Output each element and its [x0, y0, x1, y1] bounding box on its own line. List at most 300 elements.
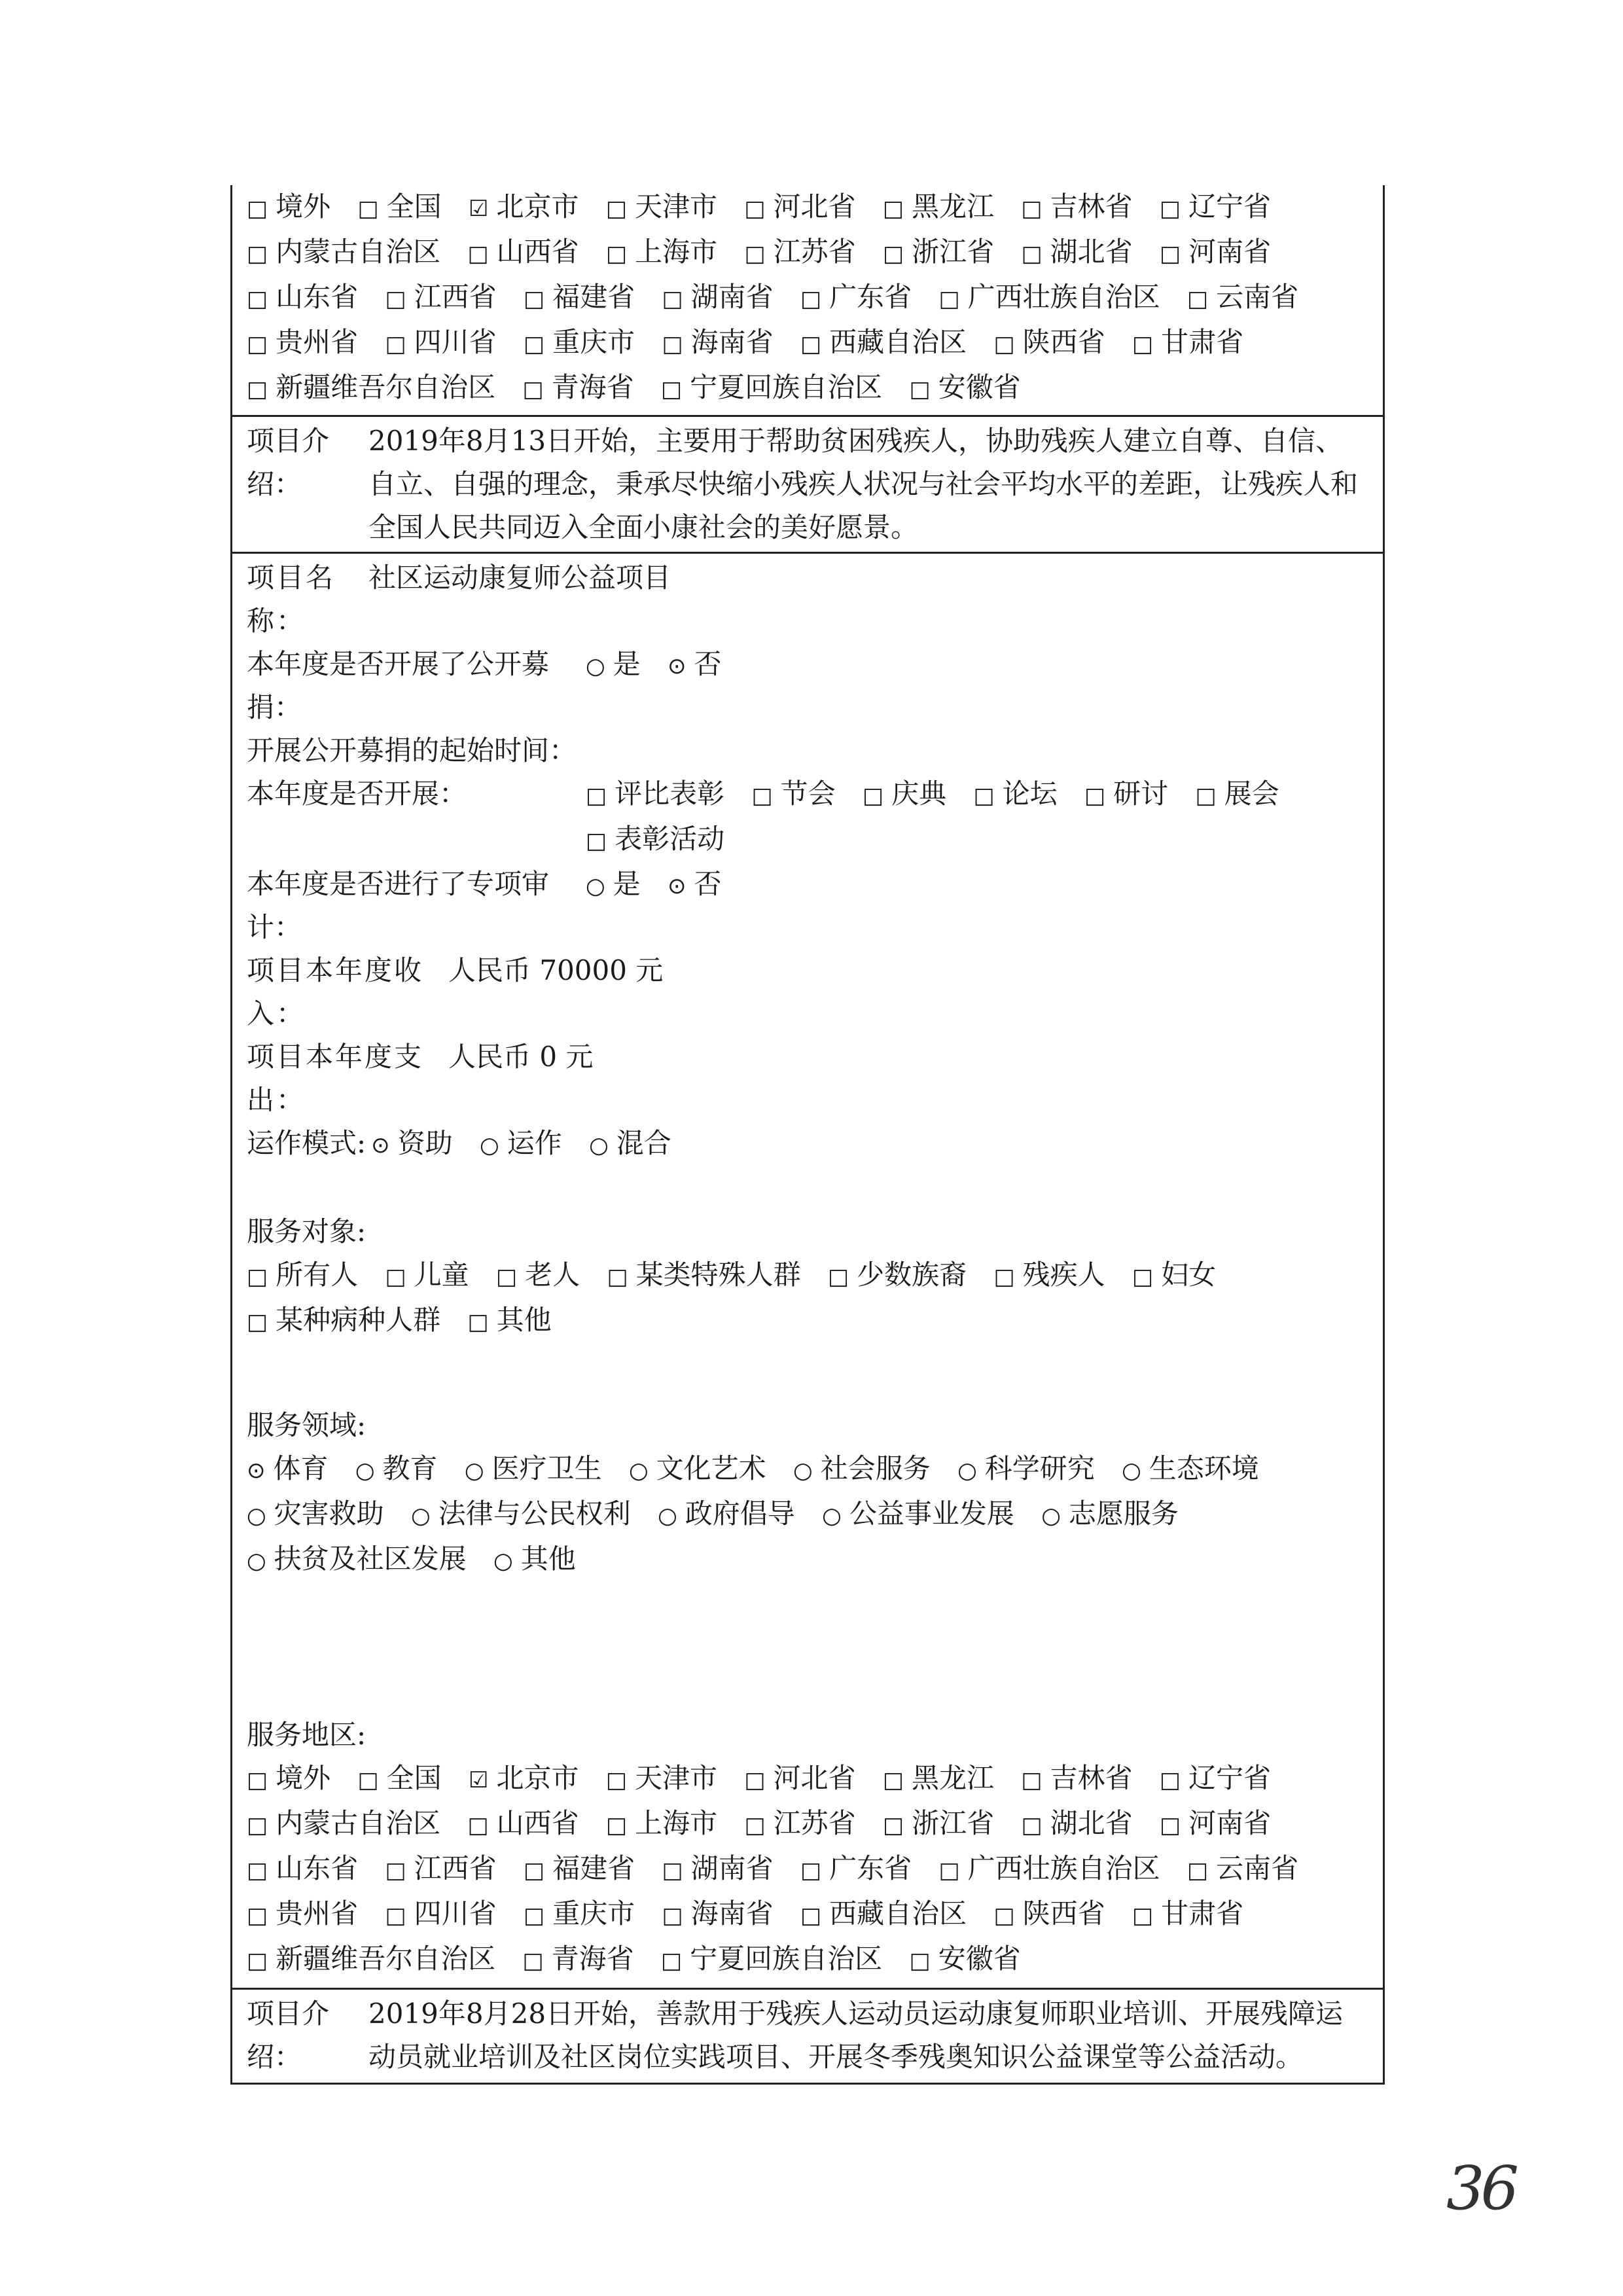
checkbox-empty-icon: □ — [909, 376, 931, 403]
checkbox-option[interactable] — [247, 371, 495, 403]
radio-option[interactable] — [493, 1543, 576, 1575]
checkbox-option[interactable] — [524, 1897, 635, 1929]
option-label: 境外 — [276, 1762, 331, 1794]
option-label: 四川省 — [414, 326, 497, 358]
checkbox-option[interactable] — [247, 1852, 358, 1884]
option-label: 科学研究 — [984, 1452, 1095, 1484]
income-value: 人民币 70000 元 — [448, 954, 664, 986]
radio-empty-icon: ○ — [957, 1458, 977, 1484]
radio-option[interactable] — [355, 1452, 438, 1484]
radio-option[interactable] — [793, 1452, 931, 1484]
checkbox-option[interactable] — [1132, 1259, 1216, 1291]
checkbox-option[interactable] — [661, 371, 882, 403]
option-label: 云南省 — [1216, 1852, 1299, 1884]
option-label: 评比表彰 — [615, 778, 725, 810]
option-label: 某种病种人群 — [276, 1304, 441, 1336]
checkbox-option[interactable] — [939, 281, 1160, 313]
option-label: 是 — [613, 648, 641, 680]
checkbox-empty-icon: □ — [1195, 783, 1217, 809]
option-label: 宁夏回族自治区 — [690, 1943, 883, 1975]
option-label: 陕西省 — [1022, 1897, 1105, 1929]
checkbox-option[interactable] — [939, 1852, 1160, 1884]
checkbox-option[interactable] — [1160, 1762, 1271, 1794]
option-label: 吉林省 — [1050, 1762, 1133, 1794]
checkbox-option[interactable] — [586, 778, 724, 810]
checkbox-empty-icon: □ — [586, 783, 607, 809]
checkbox-empty-icon: □ — [1159, 1767, 1181, 1793]
option-label: 青海省 — [551, 371, 634, 403]
option-label: 广东省 — [829, 281, 912, 313]
checkbox-empty-icon: □ — [1021, 241, 1043, 267]
checkbox-option[interactable] — [247, 1304, 440, 1336]
checkbox-empty-icon: □ — [1159, 196, 1181, 222]
checkbox-option[interactable] — [994, 326, 1105, 358]
checkbox-option[interactable] — [1196, 778, 1279, 810]
checkbox-empty-icon: □ — [385, 1857, 406, 1884]
checkbox-option[interactable] — [883, 1762, 994, 1794]
checkbox-empty-icon: □ — [357, 196, 379, 222]
radio-option[interactable] — [480, 1127, 562, 1159]
checkbox-option[interactable] — [523, 371, 634, 403]
radio-empty-icon: ○ — [1122, 1458, 1141, 1484]
checkbox-option[interactable] — [606, 190, 717, 223]
radio-empty-icon: ○ — [589, 1132, 609, 1158]
expense-value: 人民币 0 元 — [448, 1041, 594, 1073]
radio-selected-icon: ⊙ — [247, 1458, 266, 1484]
checkbox-empty-icon: □ — [607, 1264, 628, 1290]
checkbox-empty-icon: □ — [938, 1857, 960, 1884]
checkbox-empty-icon: □ — [1132, 1264, 1154, 1290]
project1-intro-text: 2019年8月13日开始，主要用于帮助贫困残疾人，协助残疾人建立自尊、自信、自立、自强的理念，秉承尽快缩小残疾人状况与社会平均水平的差距，让残疾人和全国人民共同迈入全面小康社会的美好愿景。 — [368, 425, 1359, 543]
public-fundraising-options — [586, 643, 1383, 729]
checkbox-empty-icon: □ — [247, 1948, 268, 1974]
checkbox-empty-icon: □ — [247, 1309, 268, 1335]
option-label: 海南省 — [690, 1897, 774, 1929]
checkbox-empty-icon: □ — [586, 828, 607, 854]
service-regions-options — [232, 1757, 1383, 1982]
radio-option[interactable] — [586, 648, 641, 680]
service-fields-label: 服务领域: — [247, 1409, 366, 1441]
special-audit-options — [586, 863, 1383, 949]
radio-option[interactable] — [586, 868, 641, 900]
checkbox-option[interactable] — [745, 1807, 856, 1839]
checkbox-option[interactable] — [385, 326, 497, 358]
option-label: 全国 — [386, 190, 442, 223]
option-label: 妇女 — [1161, 1259, 1217, 1291]
project1-intro-label: 项目介绍： — [247, 425, 330, 500]
checkbox-option[interactable] — [800, 281, 912, 313]
radio-option[interactable] — [247, 1498, 384, 1530]
checkbox-option[interactable] — [1132, 326, 1243, 358]
option-label: 扶贫及社区发展 — [274, 1543, 467, 1575]
option-label: 湖北省 — [1050, 1807, 1133, 1839]
option-label: 否 — [694, 868, 722, 900]
option-label: 青海省 — [551, 1943, 634, 1975]
option-label: 陕西省 — [1022, 326, 1105, 358]
option-label: 所有人 — [276, 1259, 359, 1291]
option-label: 儿童 — [414, 1259, 469, 1291]
option-label: 黑龙江 — [911, 190, 994, 223]
checkbox-empty-icon: □ — [662, 286, 683, 312]
service-regions-label: 服务地区: — [247, 1719, 366, 1751]
service-targets-options — [232, 1253, 1383, 1344]
activities-label: 本年度是否开展： — [247, 778, 467, 810]
project2-intro-label: 项目介绍： — [247, 1998, 330, 2073]
checkbox-option[interactable] — [744, 1762, 855, 1794]
option-label: 节会 — [780, 778, 836, 810]
radio-option[interactable] — [668, 648, 722, 680]
checkbox-empty-icon: □ — [385, 1903, 406, 1929]
checkbox-empty-icon: □ — [993, 1903, 1015, 1929]
checkbox-option[interactable] — [1132, 1897, 1243, 1929]
checkbox-option[interactable] — [994, 1897, 1105, 1929]
checkbox-option[interactable] — [744, 190, 855, 223]
checkbox-empty-icon: □ — [247, 286, 268, 312]
checkbox-empty-icon: □ — [662, 331, 683, 357]
checkbox-empty-icon: □ — [247, 196, 268, 222]
checkbox-empty-icon: □ — [1187, 1857, 1209, 1884]
option-label: 法律与公民权利 — [438, 1498, 631, 1530]
project2-section — [232, 554, 1383, 1990]
option-label: 湖北省 — [1050, 236, 1133, 268]
checkbox-option[interactable] — [358, 190, 442, 223]
checkbox-empty-icon: □ — [993, 331, 1015, 357]
option-label: 北京市 — [496, 190, 579, 223]
option-label: 混合 — [616, 1127, 671, 1159]
checkbox-option[interactable] — [662, 281, 774, 313]
checkbox-empty-icon: □ — [744, 1812, 766, 1839]
checkbox-option[interactable] — [606, 1807, 717, 1839]
option-label: 四川省 — [414, 1897, 497, 1929]
radio-option[interactable] — [1041, 1498, 1179, 1530]
option-label: 湖南省 — [690, 281, 774, 313]
checkbox-empty-icon: □ — [661, 1948, 683, 1974]
option-label: 西藏自治区 — [829, 326, 967, 358]
checkbox-option[interactable] — [385, 1852, 497, 1884]
option-label: 某类特殊人群 — [635, 1259, 801, 1291]
checkbox-empty-icon: □ — [1021, 1767, 1043, 1793]
checkbox-option[interactable] — [800, 1852, 912, 1884]
checkbox-empty-icon: □ — [883, 241, 904, 267]
option-label: 辽宁省 — [1188, 190, 1271, 223]
checkbox-option[interactable] — [524, 326, 635, 358]
checkbox-empty-icon: □ — [605, 1767, 627, 1793]
checkbox-option[interactable] — [524, 1852, 635, 1884]
checkbox-option[interactable] — [1021, 190, 1132, 223]
project1-intro-section — [232, 417, 1383, 554]
checkbox-empty-icon: □ — [744, 241, 766, 267]
checkbox-empty-icon: □ — [973, 783, 995, 809]
fundraising-start-label: 开展公开募捐的起始时间： — [247, 734, 577, 766]
top-regions-section — [232, 185, 1383, 417]
checkbox-option[interactable] — [496, 1259, 580, 1291]
checkbox-option[interactable] — [358, 1762, 442, 1794]
checkbox-empty-icon: □ — [522, 376, 544, 403]
checkbox-option[interactable] — [828, 1259, 967, 1291]
checkbox-option[interactable] — [752, 778, 836, 810]
radio-empty-icon: ○ — [247, 1503, 266, 1529]
project2-intro-section — [232, 1990, 1383, 2083]
checkbox-option[interactable] — [247, 190, 330, 223]
option-label: 全国 — [386, 1762, 442, 1794]
checkbox-option[interactable] — [883, 236, 994, 268]
checkbox-option[interactable] — [883, 190, 994, 223]
radio-empty-icon: ○ — [464, 1458, 484, 1484]
option-label: 上海市 — [635, 236, 718, 268]
checkbox-option[interactable] — [910, 1943, 1021, 1975]
radio-option[interactable] — [371, 1127, 453, 1159]
option-label: 境外 — [276, 190, 331, 223]
radio-empty-icon: ○ — [493, 1548, 513, 1574]
checkbox-option[interactable] — [523, 1943, 634, 1975]
checkbox-option[interactable] — [247, 1943, 495, 1975]
checkbox-option[interactable] — [1187, 281, 1298, 313]
option-label: 表彰活动 — [615, 823, 725, 855]
option-label: 山东省 — [276, 1852, 359, 1884]
project-name-label: 项目名称： — [247, 562, 336, 637]
checkbox-option[interactable] — [385, 1897, 497, 1929]
service-fields-options — [232, 1447, 1383, 1583]
option-label: 广西壮族自治区 — [967, 1852, 1160, 1884]
checkbox-empty-icon: □ — [467, 1812, 489, 1839]
checkbox-option[interactable] — [385, 1259, 469, 1291]
checkbox-empty-icon: □ — [247, 1812, 268, 1839]
checkbox-empty-icon: □ — [247, 1857, 268, 1884]
income-label: 项目本年度收入： — [247, 954, 424, 1030]
checkbox-empty-icon: □ — [662, 1857, 683, 1884]
checkbox-option[interactable] — [1084, 778, 1168, 810]
option-label: 医疗卫生 — [491, 1452, 602, 1484]
option-label: 少数族裔 — [857, 1259, 967, 1291]
option-label: 吉林省 — [1050, 190, 1133, 223]
option-label: 研讨 — [1113, 778, 1169, 810]
checkbox-option[interactable] — [247, 1259, 358, 1291]
checkbox-empty-icon: □ — [496, 1264, 518, 1290]
option-label: 残疾人 — [1022, 1259, 1105, 1291]
option-label: 海南省 — [690, 326, 774, 358]
checkbox-option[interactable] — [606, 1762, 717, 1794]
checkbox-empty-icon: □ — [744, 1767, 766, 1793]
public-fundraising-label: 本年度是否开展了公开募捐： — [247, 648, 550, 723]
checkbox-option[interactable] — [1160, 190, 1271, 223]
radio-option[interactable] — [247, 1543, 467, 1575]
radio-empty-icon: ○ — [247, 1548, 266, 1574]
checkbox-option[interactable] — [1160, 1807, 1271, 1839]
radio-option[interactable] — [411, 1498, 631, 1530]
checkbox-option[interactable] — [661, 1943, 882, 1975]
checkbox-option[interactable] — [247, 1897, 358, 1929]
checkbox-option[interactable] — [662, 1897, 774, 1929]
option-label: 其他 — [496, 1304, 552, 1336]
option-label: 浙江省 — [912, 236, 995, 268]
checkbox-empty-icon: □ — [247, 1903, 268, 1929]
option-label: 体育 — [273, 1452, 329, 1484]
option-label: 新疆维吾尔自治区 — [276, 1943, 496, 1975]
option-label: 河北省 — [773, 190, 856, 223]
option-label: 教育 — [382, 1452, 438, 1484]
checkbox-option[interactable] — [800, 1897, 967, 1929]
checkbox-empty-icon: □ — [800, 1857, 822, 1884]
checkbox-option[interactable] — [468, 1304, 552, 1336]
radio-option[interactable] — [658, 1498, 795, 1530]
checkbox-empty-icon: □ — [863, 783, 884, 809]
checkbox-option[interactable] — [1187, 1852, 1298, 1884]
option-label: 河北省 — [773, 1762, 856, 1794]
option-label: 广西壮族自治区 — [967, 281, 1160, 313]
checkbox-empty-icon: □ — [993, 1264, 1015, 1290]
option-label: 江西省 — [414, 281, 497, 313]
radio-selected-icon: ⊙ — [371, 1132, 390, 1158]
project-name-value: 社区运动康复师公益项目 — [368, 562, 671, 594]
checkbox-option[interactable] — [800, 326, 967, 358]
form-table — [230, 185, 1385, 2085]
checkbox-option[interactable] — [1022, 1807, 1133, 1839]
checkbox-option[interactable] — [1022, 236, 1133, 268]
radio-selected-icon: ⊙ — [668, 653, 687, 679]
option-label: 运作 — [507, 1127, 562, 1159]
checkbox-empty-icon: □ — [385, 1264, 406, 1290]
option-label: 辽宁省 — [1188, 1762, 1271, 1794]
checkbox-option[interactable] — [469, 1762, 579, 1794]
checkbox-empty-icon: □ — [247, 376, 268, 403]
checkbox-option[interactable] — [662, 326, 774, 358]
checkbox-empty-icon: □ — [247, 1767, 268, 1793]
checkbox-option[interactable] — [1021, 1762, 1132, 1794]
checkbox-option[interactable] — [745, 236, 856, 268]
radio-empty-icon: ○ — [411, 1503, 431, 1529]
checkbox-empty-icon: □ — [662, 1903, 683, 1929]
checkbox-empty-icon: □ — [247, 241, 268, 267]
checkbox-empty-icon: □ — [661, 376, 683, 403]
option-label: 社会服务 — [820, 1452, 931, 1484]
option-label: 老人 — [525, 1259, 580, 1291]
activities-options — [586, 772, 1383, 863]
checkbox-option[interactable] — [974, 778, 1058, 810]
checkbox-option[interactable] — [1160, 236, 1271, 268]
checkbox-option[interactable] — [910, 371, 1021, 403]
checkbox-empty-icon: □ — [606, 241, 628, 267]
option-label: 文化艺术 — [656, 1452, 766, 1484]
special-audit-label: 本年度是否进行了专项审计： — [247, 868, 550, 943]
checkbox-empty-icon: □ — [524, 331, 545, 357]
checkbox-option[interactable] — [247, 236, 440, 268]
option-label: 贵州省 — [276, 1897, 359, 1929]
radio-empty-icon: ○ — [1041, 1503, 1061, 1529]
checkbox-empty-icon: □ — [938, 286, 960, 312]
checkbox-empty-icon: □ — [606, 1812, 628, 1839]
checkbox-empty-icon: □ — [800, 331, 822, 357]
checkbox-empty-icon: □ — [1160, 241, 1181, 267]
option-label: 湖南省 — [690, 1852, 774, 1884]
option-label: 生态环境 — [1149, 1452, 1259, 1484]
option-label: 甘肃省 — [1161, 326, 1244, 358]
radio-option[interactable] — [822, 1498, 1014, 1530]
option-label: 黑龙江 — [911, 1762, 994, 1794]
checkbox-empty-icon: □ — [1132, 331, 1154, 357]
checkbox-empty-icon: □ — [524, 1903, 545, 1929]
checkbox-empty-icon: □ — [882, 1767, 904, 1793]
option-label: 河南省 — [1188, 1807, 1272, 1839]
option-label: 政府倡导 — [685, 1498, 795, 1530]
radio-option[interactable] — [247, 1452, 329, 1484]
radio-empty-icon: ○ — [355, 1458, 375, 1484]
option-label: 新疆维吾尔自治区 — [276, 371, 496, 403]
checkbox-option[interactable] — [247, 281, 358, 313]
option-label: 重庆市 — [552, 326, 635, 358]
option-label: 否 — [694, 648, 722, 680]
checkbox-empty-icon: □ — [357, 1767, 379, 1793]
operation-mode-label: 运作模式: — [247, 1127, 366, 1159]
option-label: 论坛 — [1002, 778, 1058, 810]
checkbox-option[interactable] — [247, 1762, 330, 1794]
checkbox-option[interactable] — [469, 190, 579, 223]
checkbox-empty-icon: □ — [828, 1264, 849, 1290]
checkbox-option[interactable] — [385, 281, 497, 313]
checkbox-option[interactable] — [468, 1807, 579, 1839]
radio-option[interactable] — [629, 1452, 766, 1484]
option-label: 浙江省 — [912, 1807, 995, 1839]
checkbox-empty-icon: □ — [1187, 286, 1209, 312]
option-label: 灾害救助 — [274, 1498, 384, 1530]
option-label: 安徽省 — [938, 371, 1021, 403]
radio-empty-icon: ○ — [658, 1503, 677, 1529]
checkbox-option[interactable] — [247, 1807, 440, 1839]
radio-option[interactable] — [668, 868, 722, 900]
radio-option[interactable] — [957, 1452, 1095, 1484]
radio-empty-icon: ○ — [586, 873, 605, 899]
radio-option[interactable] — [589, 1127, 671, 1159]
option-label: 庆典 — [891, 778, 947, 810]
checkbox-option[interactable] — [586, 823, 724, 855]
checkbox-option[interactable] — [994, 1259, 1105, 1291]
checkbox-checked-icon: ☑ — [469, 1767, 489, 1793]
checkbox-option[interactable] — [662, 1852, 774, 1884]
expense-label: 项目本年度支出： — [247, 1041, 424, 1116]
checkbox-empty-icon: □ — [467, 241, 489, 267]
checkbox-option[interactable] — [863, 778, 946, 810]
option-label: 福建省 — [552, 281, 635, 313]
checkbox-option[interactable] — [468, 236, 579, 268]
checkbox-empty-icon: □ — [800, 286, 822, 312]
checkbox-option[interactable] — [524, 281, 635, 313]
radio-option[interactable] — [465, 1452, 602, 1484]
option-label: 是 — [613, 868, 641, 900]
option-label: 公益事业发展 — [849, 1498, 1014, 1530]
checkbox-option[interactable] — [606, 236, 717, 268]
checkbox-option[interactable] — [883, 1807, 994, 1839]
radio-option[interactable] — [1122, 1452, 1259, 1484]
option-label: 内蒙古自治区 — [276, 236, 441, 268]
option-label: 江苏省 — [773, 236, 856, 268]
option-label: 资助 — [397, 1127, 453, 1159]
option-label: 其他 — [520, 1543, 576, 1575]
option-label: 上海市 — [635, 1807, 718, 1839]
checkbox-empty-icon: □ — [883, 1812, 904, 1839]
checkbox-option[interactable] — [607, 1259, 801, 1291]
option-label: 贵州省 — [276, 326, 359, 358]
checkbox-empty-icon: □ — [1084, 783, 1106, 809]
service-targets-label: 服务对象: — [247, 1215, 366, 1247]
checkbox-option[interactable] — [247, 326, 358, 358]
radio-empty-icon: ○ — [480, 1132, 499, 1158]
checkbox-empty-icon: □ — [524, 286, 545, 312]
option-label: 山西省 — [496, 236, 579, 268]
option-label: 内蒙古自治区 — [276, 1807, 441, 1839]
checkbox-empty-icon: □ — [247, 331, 268, 357]
operation-mode-options — [371, 1122, 1383, 1167]
checkbox-empty-icon: □ — [247, 1264, 268, 1290]
option-label: 志愿服务 — [1068, 1498, 1179, 1530]
